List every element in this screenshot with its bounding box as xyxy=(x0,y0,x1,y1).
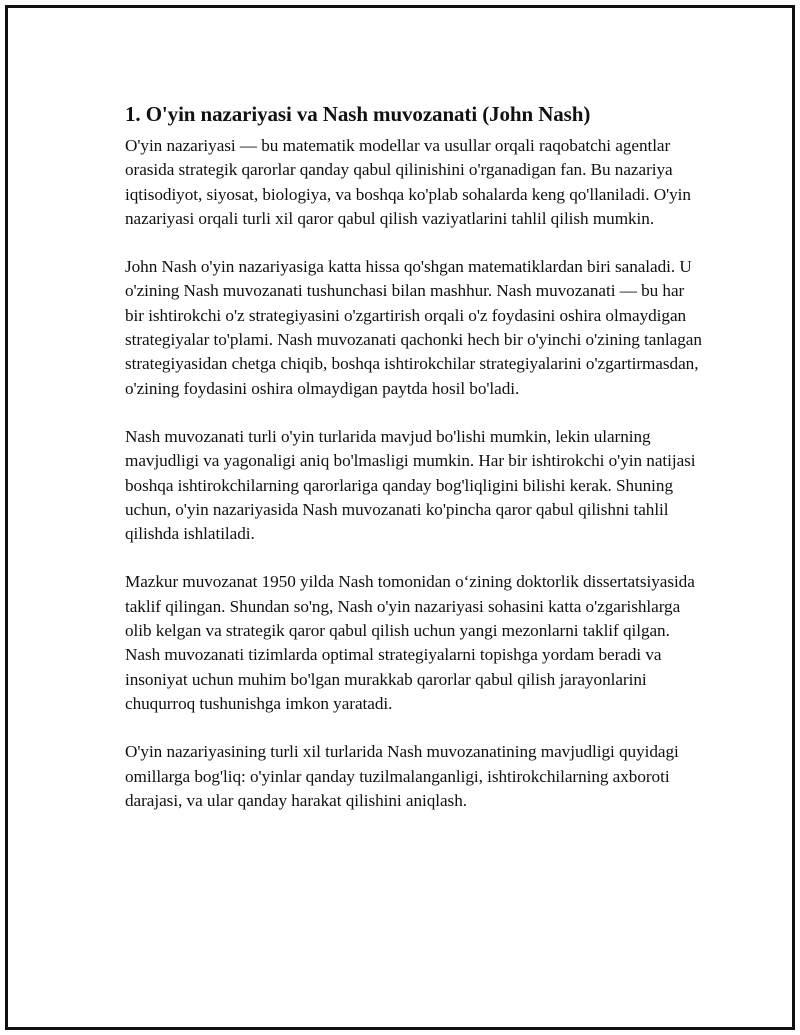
page-frame xyxy=(5,5,795,1030)
paragraph-john-nash: John Nash o'yin nazariyasiga katta hissa qo'shgan matematiklardan biri sanaladi. U o'zining Nash muvozanati tushunchasi bilan mashhur. Nash muvozanati — bu har bir ishtirokchi o'z strategiyasini o'zgartirish orqali o'z foydasini oshira olmaydigan strategiyalar to'plami. Nash muvozanati qachonki hech bir o'yinchi o'zining tanlagan strategiyasidan chetga chiqib, boshqa ishtirokchilar strategiyalarini o'zgartirmasdan, o'zining foydasini oshira olmaydigan paytda hosil bo'ladi. xyxy=(125,257,702,398)
paragraph-history: Mazkur muvozanat 1950 yilda Nash tomonidan o‘zining doktorlik dissertatsiyasida taklif qilingan. Shundan so'ng, Nash o'yin nazariyasi sohasini katta o'zgarishlarga olib kelgan va strategik qaror qabul qilish uchun yangi mezonlarni taklif qilgan. Nash muvozanati tizimlarda optimal strategiyalarni topishga yordam beradi va insoniyat uchun muhim bo'lgan murakkab qarorlar qabul qilish jarayonlarini chuqurroq tushunishga imkon yaratadi. xyxy=(125,572,695,713)
paragraph-existence: Nash muvozanati turli o'yin turlarida mavjud bo'lishi mumkin, lekin ularning mavjudligi va yagonaligi aniq bo'lmasligi mumkin. Har bir ishtirokchi o'yin natijasi boshqa ishtirokchilarning qarorlariga qanday bog'liqligini bilishi kerak. Shuning uchun, o'yin nazariyasida Nash muvozanati ko'pincha qaror qabul qilishni tahlil qilishda ishlatiladi. xyxy=(125,426,696,544)
paragraph-factors: O'yin nazariyasining turli xil turlarida Nash muvozanatining mavjudligi quyidagi omillarga bog'liq: o'yinlar qanday tuzilmalanganligi, ishtirokchilarning axboroti darajasi, va ular qanday harakat qilishini aniqlash. xyxy=(125,742,679,810)
document-title: 1. O'yin nazariyasi va Nash muvozanati (John Nash) xyxy=(125,102,591,126)
document-body xyxy=(125,100,705,837)
paragraph-intro: O'yin nazariyasi — bu matematik modellar va usullar orqali raqobatchi agentlar orasida strategik qarorlar qanday qabul qilinishini o'rganadigan fan. Bu nazariya iqtisodiyot, siyosat, biologiya, va boshqa ko'plab sohalarda keng qo'llaniladi. O'yin nazariyasi orqali turli xil qaror qabul qilish vaziyatlarini tahlil qilish mumkin. xyxy=(125,136,691,228)
